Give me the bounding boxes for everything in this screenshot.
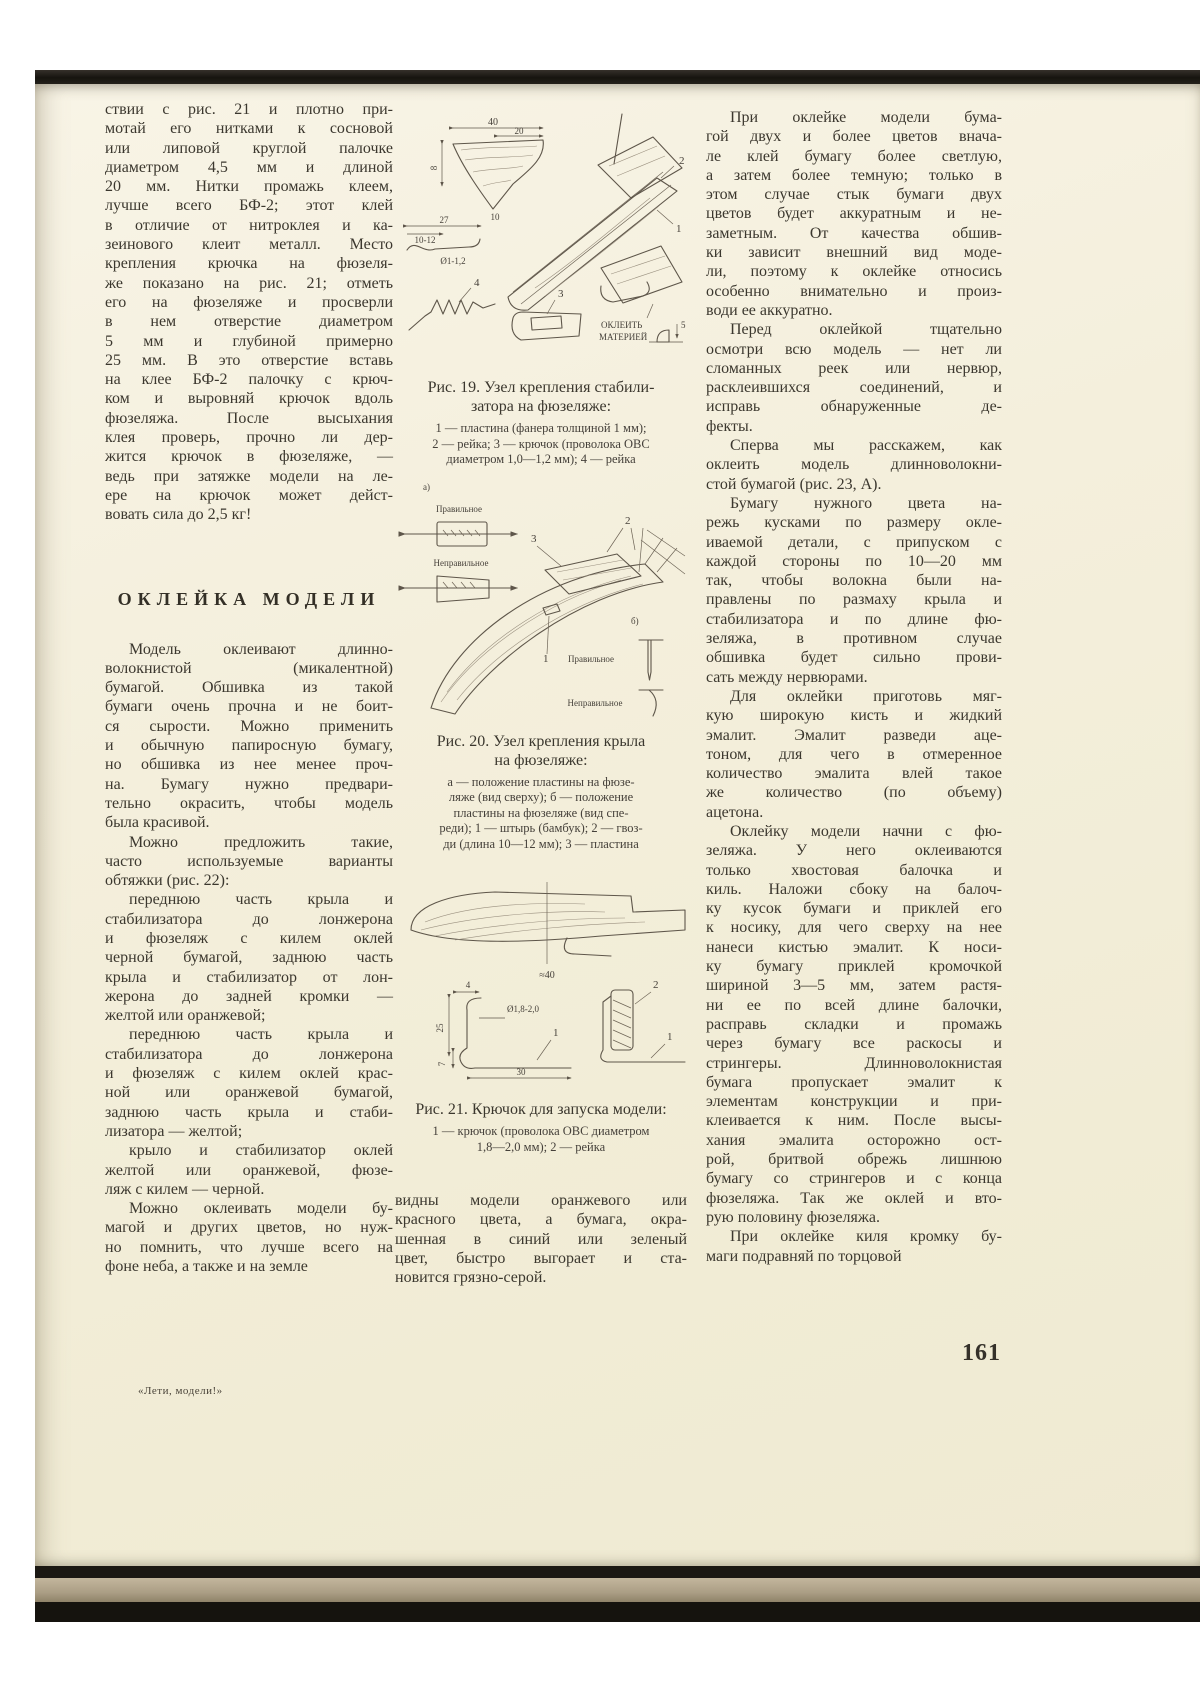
right-text-column <box>706 108 1002 1266</box>
book-bottom-edge-dark <box>35 1566 1200 1578</box>
fig19-dim-10: 10 <box>490 212 500 222</box>
fig19-drawing <box>395 106 687 356</box>
fig19-dim-40: 40 <box>488 117 498 128</box>
fig21-dim-40: ≈40 <box>539 970 555 981</box>
fig21-num-1-left: 1 <box>553 1027 559 1039</box>
fig19-num-3: 3 <box>558 288 564 300</box>
fig20-caption <box>395 732 687 853</box>
paragraph: крыло и стабилизатор оклей желтой или оранжевой, фюзе- ляж с килем — черной. <box>105 1142 393 1198</box>
paragraph: При оклейке модели бума- гой двух и более цветов внача- ле клей бумагу более светлую, а затем более темную; только в этом случае стык бумаги двух цветов будет аккуратным и не- заметным. От качества обшив- ки зависит внешний вид моде- ли, поэтому к оклейке относись особенно внимательно и произ- води ее аккуратно. <box>706 109 1002 319</box>
fig19-dim-dia: Ø1-1,2 <box>440 256 466 266</box>
section-heading: ОКЛЕЙКА МОДЕЛИ <box>117 588 381 609</box>
figure-column <box>395 106 687 1287</box>
fig20-drawing <box>395 476 687 720</box>
paragraph: При оклейке киля кромку бу- маги подравняй по торцовой <box>706 1228 1002 1265</box>
paragraph: Можно оклеивать модели бу- магой и других цветов, но нуж- но помнить, что лучше всего на фоне неба, а также и на земле <box>105 1200 393 1276</box>
fig21-caption <box>395 1100 687 1155</box>
fig19-dim-27: 27 <box>439 215 449 225</box>
fig21-dim-dia: Ø1,8-2,0 <box>507 1004 539 1014</box>
fig19-dim-8: 8 <box>429 165 439 171</box>
book-top-edge <box>35 70 1200 84</box>
fig19-dim-20: 20 <box>514 126 524 136</box>
fig21-dim-30: 30 <box>516 1067 526 1077</box>
paragraph: Перед оклейкой тщательно осмотри всю модель — нет ли сломанных реек или нервюр, расклеившихся соединений, и исправь обнаруженные де- фекты. <box>706 321 1002 435</box>
fig19-glue-label-1: ОКЛЕИТЬ <box>601 320 643 330</box>
fig19-num-1: 1 <box>676 223 682 235</box>
fig20-label-correct-top: Правильное <box>435 503 483 514</box>
fig21-dim-4: 4 <box>465 980 471 990</box>
paragraph: переднюю часть крыла и стабилизатора до лонжерона и фюзеляж с килем оклей крас- ной или оранжевой бумагой, заднюю часть крыла и стаби- лизатора — желтой; <box>105 1026 393 1140</box>
fig20-num-3: 3 <box>531 532 537 545</box>
book-bottom-edge-pages <box>35 1578 1200 1602</box>
fig21-dim-7: 7 <box>437 1061 447 1067</box>
left-text-column <box>105 100 393 1276</box>
fig21-num-1-right: 1 <box>667 1031 673 1043</box>
fig19-dim-10-12: 10-12 <box>414 235 436 245</box>
fig19-dim-5: 5 <box>681 320 686 330</box>
paragraph: Для оклейки приготовь мяг- кую широкую кисть и жидкий эмалит. Эмалит разведи аце- тоном, для чего в отмеренное количество эмалита влей такое же количество (по объему) ацетона. <box>706 687 1002 821</box>
fig20-label-correct-bottom: Правильное <box>567 653 615 664</box>
book-imprint: «Лети, модели!» <box>138 1385 223 1397</box>
fig20-label-a: а) <box>423 481 430 492</box>
book-bottom-edge-cover <box>35 1602 1200 1622</box>
paragraph: Оклейку модели начни с фю- зеляжа. У него оклеиваются только хвостовая балочка и киль. Наложи сбоку на балоч- ку кусок бумаги и приклей его к носику, для чего сверху на нее нанеси кистью эмалит. К носи- ку бумагу приклей кромочкой шириной 3—5 мм, затем растя- ни ее по всей длине балочки, расправь складки и промажь через бумагу все раскосы и стрингеры. Длинноволокнистая бумага пропускает эмалит к элементам конструкции и при- клеивается к ним. После высы- хания эмалита осторожно ост- рой, бритвой обрежь лишнюю бумагу со стрингеров и с конца фюзеляжа. Так же оклей и вто- рую половину фюзеляжа. <box>706 822 1002 1226</box>
fig21-dim-25: 25 <box>435 1023 445 1033</box>
fig21-caption-legend: 1 — крючок (проволока ОВС диаметром 1,8—2,0 мм); 2 — рейка <box>432 1124 650 1154</box>
fig21-caption-title: Рис. 21. Крючок для запуска модели: <box>415 1101 667 1118</box>
paragraph: Сперва мы расскажем, как оклеить модель длинноволокни- стой бумагой (рис. 23, А). <box>706 437 1002 493</box>
fig19-caption-legend: 1 — пластина (фанера толщиной 1 мм); 2 — рейка; 3 — крючок (проволока ОВС диаметром 1,0—1,2 мм); 4 — рейка <box>432 421 650 466</box>
fig19-num-2: 2 <box>679 155 685 167</box>
fig20-label-b: б) <box>631 615 639 626</box>
paragraph: переднюю часть крыла и стабилизатора до лонжерона и фюзеляж с килем оклей черной бумагой, заднюю часть крыла и стабилизатор от лон- жерона до задней кромки — желтой или оранжевой; <box>105 891 393 1025</box>
paragraph: Бумагу нужного цвета на- режь кусками по размеру окле- иваемой детали, с припуском с каждой стороны по 10—20 мм так, чтобы волокна были на- правлены по размаху крыла и стабилизатора и по длине фю- зеляжа, в противном случае обшивка будет сильно прови- сать между нервюрами. <box>706 494 1002 686</box>
page-number: 161 <box>962 1340 1001 1366</box>
fig19-caption <box>395 378 687 468</box>
fig20-label-incorrect-top: Неправильное <box>433 557 489 568</box>
fig21-num-2: 2 <box>653 979 659 991</box>
fig19-glue-label-2: МАТЕРИЕЙ <box>599 332 648 342</box>
fig20-caption-title: Рис. 20. Узел крепления крыла на фюзеляже: <box>436 732 646 769</box>
fig20-num-2: 2 <box>625 514 631 527</box>
fig21-drawing <box>395 860 687 1086</box>
fig19-num-4: 4 <box>474 277 480 289</box>
paragraph: Модель оклеивают длинно- волокнистой (микалентной) бумагой. Обшивка из такой бумаги очень прочна и не боит- ся сырости. Можно применить и обычную папиросную бумагу, но обшивка из нее менее проч- на. Бумагу нужно предвари- тельно окрасить, чтобы модель была красивой. <box>105 640 393 832</box>
fig20-label-incorrect-bottom: Неправильное <box>567 697 623 708</box>
fig20-caption-legend: а — положение пластины на фюзе- ляже (вид сверху); б — положение пластины на фюзеляже (вид спе- реди); 1 — штырь (бамбук); 2 — гвоз- ди (длина 10—12 мм); 3 — пластина <box>439 774 643 851</box>
fig20-num-1: 1 <box>543 652 549 665</box>
fig19-caption-title: Рис. 19. Узел крепления стабили- затора на фюзеляже: <box>427 379 655 415</box>
paragraph: Можно предложить такие, часто используемые варианты обтяжки (рис. 22): <box>105 833 393 890</box>
paragraph: ствии с рис. 21 и плотно при- мотай его нитками к сосновой или липовой круглой палочке диаметром 4,5 мм и длиной 20 мм. Нитки промажь клеем, лучше всего БФ-2; этот клей в отличие от нитроклея и ка- зеинового клеит металл. Место крепления крючка на фюзеля- же показано на рис. 21; отметь его на фюзеляже и просверли в нем отверстие диаметром 5 мм и глубиной примерно 25 мм. В это отверстие вставь на клее БФ-2 палочку с крюч- ком и выровняй крючок вдоль фюзеляжа. После высыхания клея проверь, прочно ли дер- жится крючок в фюзеляже, — ведь при затяжке модели на ле- ере на крючок может дейст- вовать сила до 2,5 кг! <box>105 101 393 524</box>
paragraph: видны модели оранжевого или красного цвета, а бумага, окра- шенная в синий или зеленый цвет, быстро выгорает и ста- новится грязно-серой. <box>395 1192 687 1287</box>
